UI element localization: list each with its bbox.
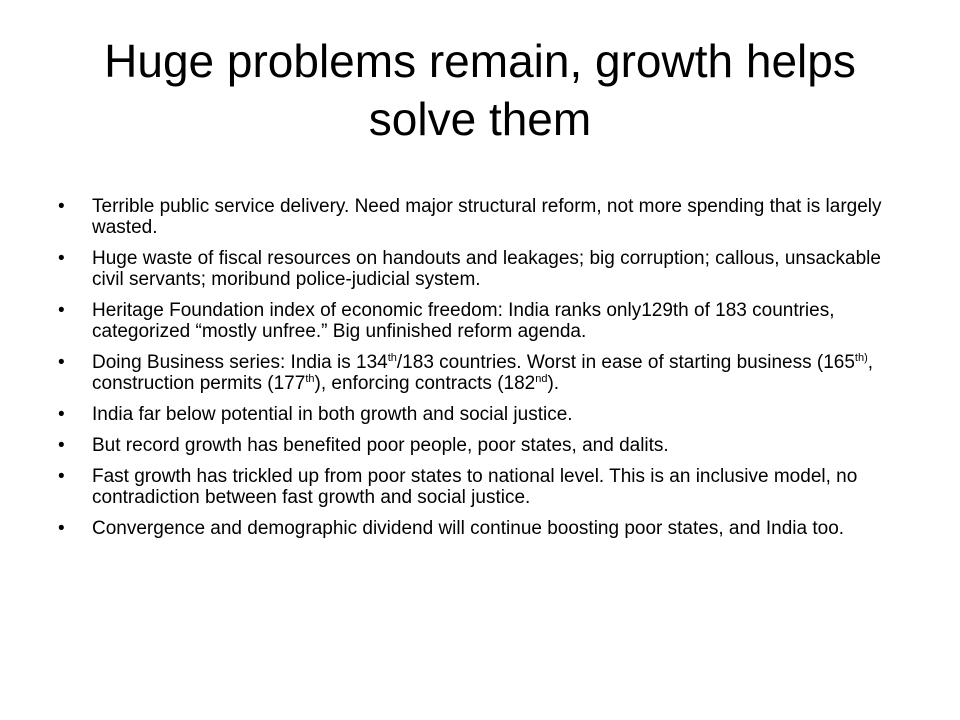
text-fragment: ). [547, 373, 560, 394]
bullet-item [58, 404, 908, 425]
bullet-item [58, 518, 908, 539]
bullet-item [58, 466, 908, 508]
bullet-dot: • [58, 300, 65, 321]
bullet-text: But record growth has benefited poor people, poor states, and dalits. [92, 435, 669, 456]
bullet-dot: • [58, 518, 65, 539]
bullet-item [58, 248, 908, 290]
text-fragment: ), enforcing contracts (182 [314, 373, 536, 394]
bullet-text: Convergence and demographic dividend will continue boosting poor states, and India too. [92, 518, 845, 539]
bullet-text: Heritage Foundation index of economic freedom: India ranks only129th of 183 countries, categorized “mostly unfree.” Big unfinished reform agenda. [92, 300, 835, 342]
bullet-item [58, 352, 908, 394]
bullet-dot: • [58, 466, 65, 487]
slide-title: Huge problems remain, growth helps solve them [104, 35, 856, 145]
bullet-text: Fast growth has trickled up from poor states to national level. This is an inclusive model, no contradiction between fast growth and social justice. [92, 466, 858, 508]
bullet-list [58, 196, 908, 549]
bullet-dot: • [58, 435, 65, 456]
bullet-text [92, 352, 873, 394]
bullet-text: Huge waste of fiscal resources on handouts and leakages; big corruption; callous, unsackable civil servants; moribund police-judicial system. [92, 248, 881, 290]
text-fragment: Doing Business series: India is 134 [92, 352, 388, 373]
text-fragment: /183 countries. Worst in ease of starting business (165 [396, 352, 855, 373]
superscript: nd [535, 373, 548, 385]
text-fragment: , construction permits (177 [92, 352, 874, 394]
superscript: th) [854, 352, 868, 364]
bullet-dot: • [58, 404, 65, 425]
bullet-item [58, 435, 908, 456]
bullet-item [58, 196, 908, 238]
bullet-item [58, 300, 908, 342]
bullet-dot: • [58, 352, 65, 373]
bullet-text: India far below potential in both growth and social justice. [92, 404, 573, 425]
bullet-text: Terrible public service delivery. Need major structural reform, not more spending that is largely wasted. [92, 196, 882, 238]
bullet-dot: • [58, 196, 65, 217]
superscript: th [387, 352, 397, 364]
superscript: th [305, 373, 315, 385]
bullet-dot: • [58, 248, 65, 269]
